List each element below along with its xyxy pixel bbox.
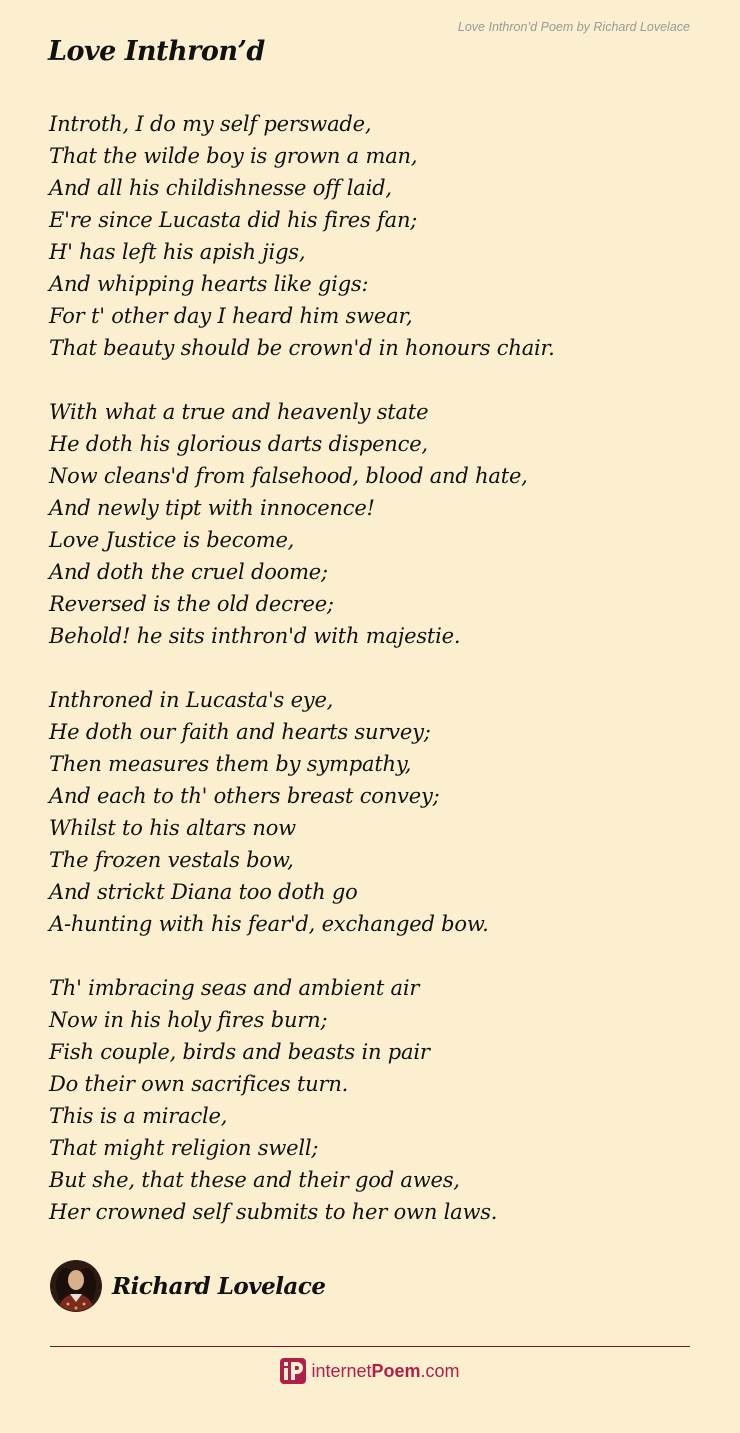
poem-line: A-hunting with his fear'd, exchanged bow. bbox=[49, 912, 489, 936]
poem-line: Then measures them by sympathy, bbox=[49, 752, 412, 776]
brand-bold: Poem bbox=[371, 1360, 421, 1381]
poem-line: Now in his holy fires burn; bbox=[49, 1008, 328, 1032]
poem-line: Reversed is the old decree; bbox=[49, 592, 334, 616]
site-brand-link[interactable] bbox=[0, 1358, 740, 1384]
poem-line: That beauty should be crown'd in honours chair. bbox=[49, 336, 555, 360]
poem-line: Inthroned in Lucasta's eye, bbox=[49, 688, 334, 712]
author-name-link[interactable]: Richard Lovelace bbox=[112, 1272, 326, 1300]
stanza bbox=[49, 396, 699, 652]
portrait-image bbox=[50, 1260, 102, 1312]
poem-line: And each to th' others breast convey; bbox=[49, 784, 440, 808]
poem-line: That the wilde boy is grown a man, bbox=[49, 144, 418, 168]
poem-title: Love Inthron’d bbox=[48, 36, 265, 67]
brand-suffix: .com bbox=[420, 1360, 460, 1381]
brand-name bbox=[311, 1361, 459, 1382]
poem-line: Her crowned self submits to her own laws. bbox=[49, 1200, 498, 1224]
stanza bbox=[49, 684, 699, 940]
poem-line: But she, that these and their god awes, bbox=[49, 1168, 460, 1192]
poem-line: Behold! he sits inthron'd with majestie. bbox=[49, 624, 461, 648]
poem-line: Love Justice is become, bbox=[49, 528, 295, 552]
poem-line: Fish couple, birds and beasts in pair bbox=[49, 1040, 430, 1064]
poem-credit: Love Inthron’d Poem by Richard Lovelace bbox=[457, 20, 690, 34]
footer-divider bbox=[50, 1346, 690, 1347]
poem-line: For t' other day I heard him swear, bbox=[49, 304, 413, 328]
poem-line: And all his childishnesse off laid, bbox=[49, 176, 392, 200]
poem-line: This is a miracle, bbox=[49, 1104, 228, 1128]
poem-line: Now cleans'd from falsehood, blood and hate, bbox=[49, 464, 528, 488]
poem-line: Whilst to his altars now bbox=[49, 816, 296, 840]
stanza bbox=[49, 972, 699, 1228]
poem-line: And whipping hearts like gigs: bbox=[49, 272, 369, 296]
internetpoem-logo-icon bbox=[280, 1358, 306, 1384]
poem-line: E're since Lucasta did his fires fan; bbox=[49, 208, 418, 232]
poem-line: With what a true and heavenly state bbox=[49, 400, 429, 424]
poem-line: And doth the cruel doome; bbox=[49, 560, 328, 584]
poem-line: He doth our faith and hearts survey; bbox=[49, 720, 431, 744]
poem-line: Do their own sacrifices turn. bbox=[49, 1072, 349, 1096]
poem-line: The frozen vestals bow, bbox=[49, 848, 294, 872]
poem-line: H' has left his apish jigs, bbox=[49, 240, 306, 264]
brand-prefix: internet bbox=[311, 1360, 372, 1381]
poem-line: He doth his glorious darts dispence, bbox=[49, 432, 428, 456]
poem-line: Introth, I do my self perswade, bbox=[49, 112, 372, 136]
poem-line: And newly tipt with innocence! bbox=[49, 496, 375, 520]
stanza bbox=[49, 108, 699, 364]
poem-line: Th' imbracing seas and ambient air bbox=[49, 976, 420, 1000]
poem-body bbox=[49, 108, 699, 1260]
author-row[interactable] bbox=[50, 1260, 325, 1312]
author-avatar[interactable] bbox=[50, 1260, 102, 1312]
poem-line: That might religion swell; bbox=[49, 1136, 319, 1160]
poem-line: And strickt Diana too doth go bbox=[49, 880, 358, 904]
